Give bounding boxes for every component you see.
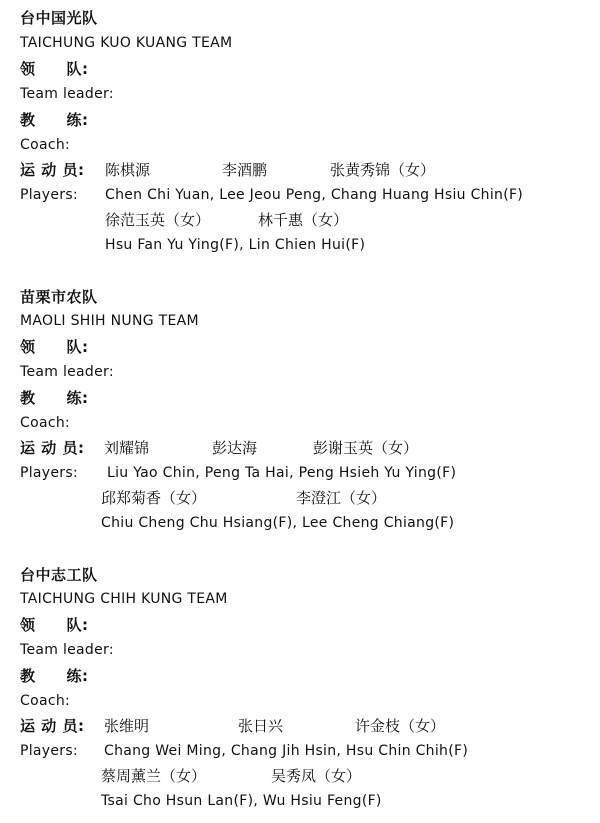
team-name-en: TAICHUNG CHIH KUNG TEAM [20, 591, 228, 607]
players-label-zh: 运 动 员: [20, 717, 85, 735]
leader-label-zh: 领 队: [20, 338, 89, 356]
team-name-zh: 苗栗市农队 [20, 288, 98, 306]
player-name-zh: 李澄江（女） [296, 489, 387, 507]
team-name-en: TAICHUNG KUO KUANG TEAM [20, 35, 233, 51]
coach-label-en: Coach: [20, 415, 71, 431]
player-name-zh: 陈棋源 [105, 161, 151, 179]
coach-label-zh: 教 练: [20, 111, 89, 129]
players-label-en: Players: [20, 743, 78, 759]
player-name-zh: 刘耀锦 [104, 439, 150, 457]
team-name-en: MAOLI SHIH NUNG TEAM [20, 313, 199, 329]
player-name-zh: 林千惠（女） [258, 211, 349, 229]
coach-label-zh: 教 练: [20, 389, 89, 407]
players-row2-en: Hsu Fan Yu Ying(F), Lin Chien Hui(F) [105, 237, 366, 253]
players-label-en: Players: [20, 465, 78, 481]
player-name-zh: 张维明 [104, 717, 150, 735]
leader-label-en: Team leader: [20, 364, 114, 380]
players-row2-en: Tsai Cho Hsun Lan(F), Wu Hsiu Feng(F) [101, 793, 382, 809]
leader-label-en: Team leader: [20, 86, 114, 102]
team-name-zh: 台中国光队 [20, 9, 98, 27]
player-name-zh: 蔡周薰兰（女） [101, 767, 207, 785]
player-name-zh: 张日兴 [238, 717, 284, 735]
players-row2-en: Chiu Cheng Chu Hsiang(F), Lee Cheng Chiang(F) [101, 515, 455, 531]
coach-label-zh: 教 练: [20, 667, 89, 685]
players-row1-en: Liu Yao Chin, Peng Ta Hai, Peng Hsieh Yu Ying(F) [107, 465, 457, 481]
coach-label-en: Coach: [20, 137, 71, 153]
players-row1-en: Chen Chi Yuan, Lee Jeou Peng, Chang Huang Hsiu Chin(F) [105, 187, 524, 203]
player-name-zh: 吴秀凤（女） [271, 767, 362, 785]
player-name-zh: 彭达海 [212, 439, 258, 457]
players-label-en: Players: [20, 187, 78, 203]
players-label-zh: 运 动 员: [20, 439, 85, 457]
players-row1-en: Chang Wei Ming, Chang Jih Hsin, Hsu Chin Chih(F) [104, 743, 469, 759]
coach-label-en: Coach: [20, 693, 71, 709]
player-name-zh: 许金枝（女） [355, 717, 446, 735]
player-name-zh: 徐范玉英（女） [105, 211, 211, 229]
team-name-zh: 台中志工队 [20, 566, 98, 584]
leader-label-en: Team leader: [20, 642, 114, 658]
player-name-zh: 邱郑菊香（女） [101, 489, 207, 507]
leader-label-zh: 领 队: [20, 60, 89, 78]
player-name-zh: 张黄秀锦（女） [330, 161, 436, 179]
players-label-zh: 运 动 员: [20, 161, 85, 179]
leader-label-zh: 领 队: [20, 616, 89, 634]
player-name-zh: 彭谢玉英（女） [313, 439, 419, 457]
player-name-zh: 李酒鹏 [222, 161, 268, 179]
